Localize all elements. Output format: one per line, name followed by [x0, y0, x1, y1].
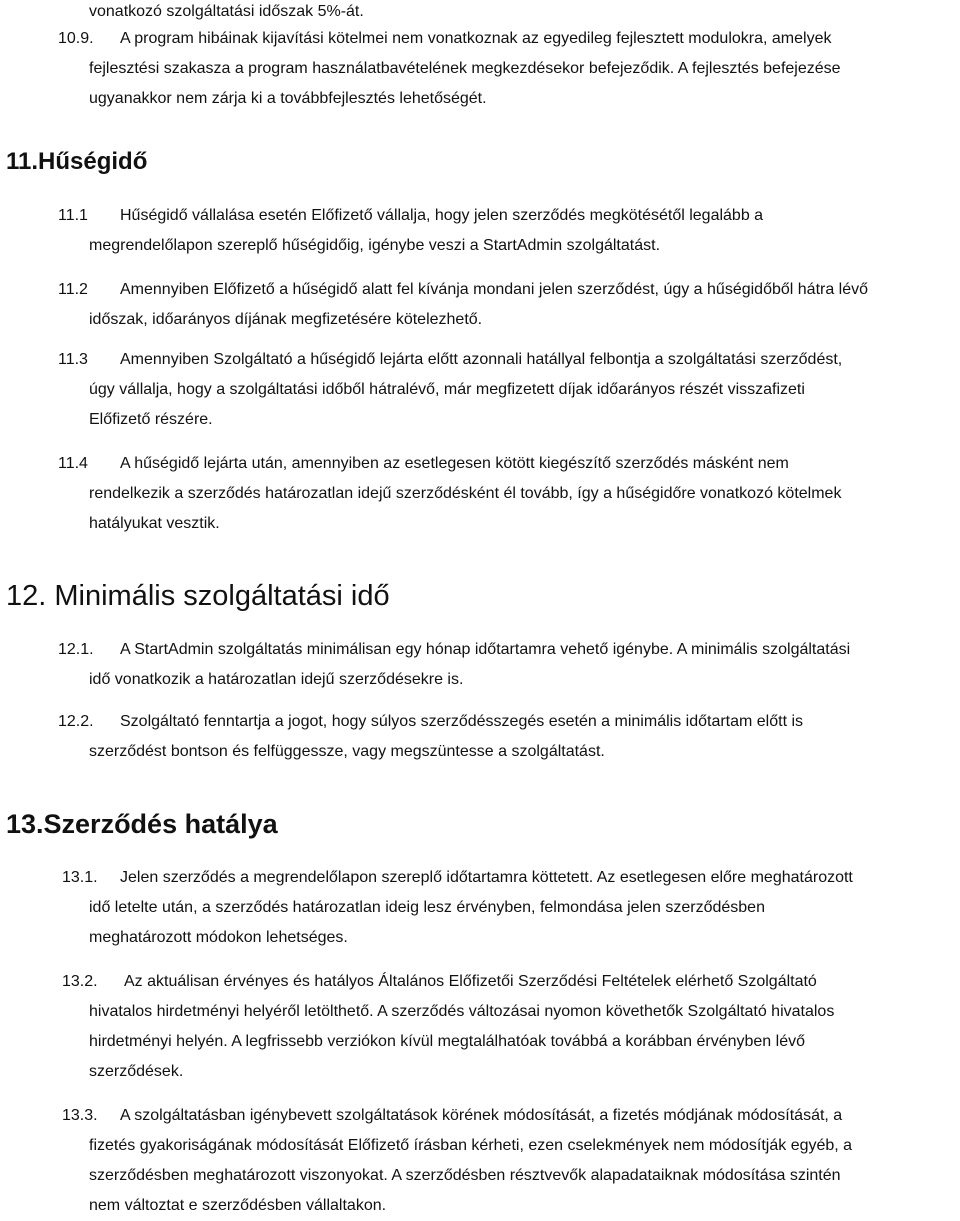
paragraph-12-2 — [58, 707, 803, 767]
paragraph-11-2 — [58, 275, 868, 335]
paragraph-line: szerződésben meghatározott viszonyokat. A szerződésben résztvevők alapadataiknak módosítása szintén — [89, 1167, 841, 1184]
section-heading-11: 11.Hűségidő — [6, 148, 148, 175]
paragraph-line: A program hibáinak kijavítási kötelmei nem vonatkoznak az egyedileg fejlesztett modulokra, amelyek — [120, 30, 832, 47]
paragraph-number: 13.3. — [62, 1107, 98, 1124]
paragraph-11-1 — [58, 201, 763, 261]
paragraph-line: Hűségidő vállalása esetén Előfizető vállalja, hogy jelen szerződés megkötésétől legalább a — [120, 207, 764, 224]
paragraph-12-1 — [58, 635, 850, 695]
paragraph-line: Amennyiben Előfizető a hűségidő alatt fel kívánja mondani jelen szerződést, úgy a hűségidőből hátra lévő — [120, 281, 869, 298]
paragraph-11-4 — [58, 449, 841, 539]
paragraph-line: szerződések. — [89, 1063, 184, 1080]
paragraph-line: hirdetményi helyén. A legfrissebb verziókon kívül megtalálhatóak továbbá a korábban érvényben lévő — [89, 1033, 805, 1050]
paragraph-line: nem változtat e szerződésben vállaltakon. — [89, 1197, 387, 1214]
paragraph-line: időszak, időarányos díjának megfizetésére kötelezhető. — [89, 311, 483, 328]
paragraph-line: Jelen szerződés a megrendelőlapon szereplő időtartamra köttetett. Az esetlegesen előre meghatározott — [120, 869, 853, 886]
paragraph-line: idő vonatkozik a határozatlan idejű szerződésekre is. — [89, 671, 464, 688]
paragraph-line: fizetés gyakoriságának módosítását Előfizető írásban kérheti, ezen cselekmények nem módosítják egyéb, a — [89, 1137, 853, 1154]
paragraph-line: A szolgáltatásban igénybevett szolgáltatások körének módosítását, a fizetés módjának módosítását, a — [120, 1107, 843, 1124]
paragraph-11-3 — [58, 345, 842, 435]
paragraph-line: hatályukat vesztik. — [89, 515, 220, 532]
paragraph-13-3 — [62, 1101, 852, 1221]
paragraph-line: meghatározott módokon lehetséges. — [89, 929, 348, 946]
paragraph-number: 12.2. — [58, 713, 94, 730]
paragraph-line: ugyanakkor nem zárja ki a továbbfejlesztés lehetőségét. — [89, 90, 487, 107]
paragraph-number: 13.1. — [62, 869, 98, 886]
section-heading-12: 12. Minimális szolgáltatási idő — [6, 580, 390, 612]
paragraph-number: 11.2 — [58, 281, 88, 298]
paragraph-line: szerződést bontson és felfüggessze, vagy megszüntesse a szolgáltatást. — [89, 743, 605, 760]
paragraph-continuation — [89, 0, 364, 27]
paragraph-line: idő letelte után, a szerződés határozatlan ideig lesz érvényben, felmondása jelen szerződésben — [89, 899, 765, 916]
paragraph-number: 11.4 — [58, 455, 88, 472]
paragraph-line: Előfizető részére. — [89, 411, 213, 428]
paragraph-line: Szolgáltató fenntartja a jogot, hogy súlyos szerződésszegés esetén a minimális időtartam előtt is — [120, 713, 804, 730]
paragraph-13-1 — [62, 863, 853, 953]
paragraph-10-9 — [58, 24, 841, 114]
paragraph-number: 11.3 — [58, 351, 88, 368]
paragraph-line: A hűségidő lejárta után, amennyiben az esetlegesen kötött kiegészítő szerződés másként nem — [120, 455, 789, 472]
paragraph-number: 11.1 — [58, 207, 88, 224]
paragraph-number: 13.2. — [62, 973, 98, 990]
paragraph-line: vonatkozó szolgáltatási időszak 5%-át. — [89, 3, 364, 20]
section-heading-13: 13.Szerződés hatálya — [6, 809, 278, 839]
paragraph-line: fejlesztési szakasza a program használatbavételének megkezdésekor befejeződik. A fejlesztés befejezése — [89, 60, 841, 77]
paragraph-line: úgy vállalja, hogy a szolgáltatási időből hátralévő, már megfizetett díjak időarányos részét visszafizeti — [89, 381, 805, 398]
paragraph-line: Amennyiben Szolgáltató a hűségidő lejárta előtt azonnali hatállyal felbontja a szolgáltatási szerződést, — [120, 351, 843, 368]
paragraph-line: rendelkezik a szerződés határozatlan idejű szerződésként él tovább, így a hűségidőre vonatkozó kötelmek — [89, 485, 842, 502]
paragraph-line: megrendelőlapon szereplő hűségidőig, igénybe veszi a StartAdmin szolgáltatást. — [89, 237, 661, 254]
paragraph-line: A StartAdmin szolgáltatás minimálisan egy hónap időtartamra vehető igénybe. A minimális szolgáltatási — [120, 641, 851, 658]
paragraph-number: 12.1. — [58, 641, 94, 658]
paragraph-line: Az aktuálisan érvényes és hatályos Általános Előfizetői Szerződési Feltételek elérhető Szolgáltató — [124, 973, 817, 990]
paragraph-line: hivatalos hirdetményi helyéről letölthető. A szerződés változásai nyomon követhetők Szolgáltató hivatalos — [89, 1003, 835, 1020]
paragraph-13-2 — [62, 967, 834, 1087]
paragraph-number: 10.9. — [58, 30, 94, 47]
